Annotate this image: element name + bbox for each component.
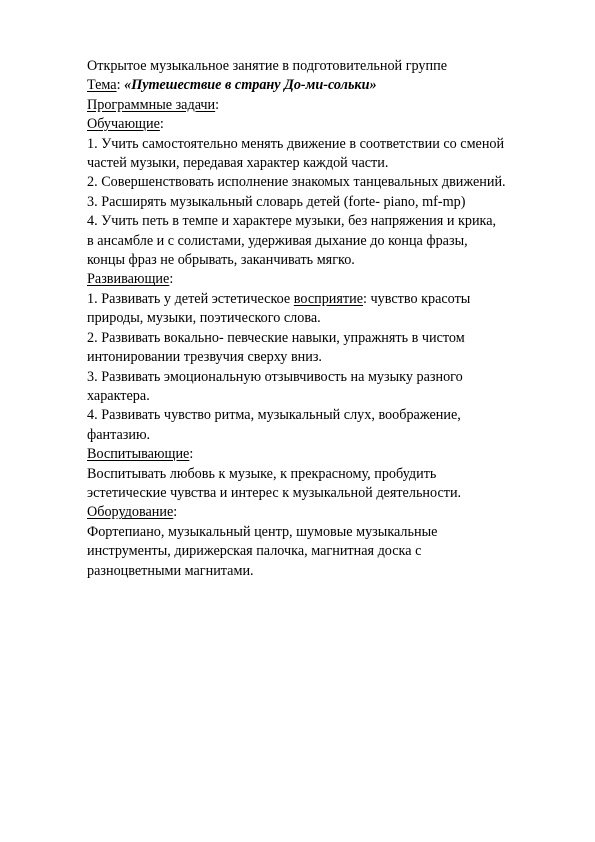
developing-heading xyxy=(87,270,567,289)
list-item-line: в ансамбле и с солистами, удерживая дыхание до конца фразы, xyxy=(87,232,468,249)
list-item xyxy=(87,193,567,212)
list-item xyxy=(87,368,567,407)
heading-colon: : xyxy=(173,504,178,521)
list-item-line: интонировании трезвучия сверху вниз. xyxy=(87,349,322,366)
list-item-text: : чувство красоты xyxy=(363,290,471,307)
list-item-line: природы, музыки, поэтического слова. xyxy=(87,310,321,327)
equipment-heading xyxy=(87,503,567,522)
list-item-text: 1. Развивать у детей эстетическое xyxy=(87,290,294,307)
paragraph-line: эстетические чувства и интерес к музыкальной деятельности. xyxy=(87,484,462,501)
underlined-word: восприятие xyxy=(293,290,364,307)
theme-label: Тема xyxy=(87,77,117,94)
list-item-line: 2. Развивать вокально- певческие навыки, упражнять в чистом xyxy=(87,329,465,346)
list-item xyxy=(87,406,567,445)
theme-colon: : xyxy=(116,77,125,94)
paragraph-line: инструменты, дирижерская палочка, магнитная доска с xyxy=(87,543,422,560)
list-item-line: 1. Учить самостоятельно менять движение в соответствии со сменой xyxy=(87,135,505,152)
list-item-line: характера. xyxy=(87,387,150,404)
paragraph-line: Воспитывать любовь к музыке, к прекрасному, пробудить xyxy=(87,465,437,482)
educating-heading-text: Воспитывающие xyxy=(87,446,190,463)
theme-value: «Путешествие в страну До-ми-сольки» xyxy=(124,77,377,94)
list-item-line xyxy=(87,290,567,309)
list-item xyxy=(87,212,567,270)
equipment-heading-text: Оборудование xyxy=(87,504,174,521)
list-item-line: фантазию. xyxy=(87,426,151,443)
educating-heading xyxy=(87,445,567,464)
heading-colon: : xyxy=(189,446,194,463)
paragraph xyxy=(87,465,567,504)
document-page xyxy=(87,57,567,581)
list-item-line: частей музыки, передавая характер каждой части. xyxy=(87,155,389,172)
teaching-heading xyxy=(87,115,567,134)
heading-colon: : xyxy=(215,96,220,113)
list-item-line: 2. Совершенствовать исполнение знакомых танцевальных движений. xyxy=(87,174,506,191)
theme-line xyxy=(87,76,567,95)
program-tasks-heading-text: Программные задачи xyxy=(87,96,216,113)
list-item xyxy=(87,135,567,174)
heading-colon: : xyxy=(169,271,174,288)
list-item xyxy=(87,329,567,368)
heading-colon: : xyxy=(159,116,164,133)
list-item-line: 3. Развивать эмоциональную отзывчивость на музыку разного xyxy=(87,368,463,385)
list-item-line: концы фраз не обрывать, заканчивать мягко. xyxy=(87,252,355,269)
paragraph-line: Фортепиано, музыкальный центр, шумовые музыкальные xyxy=(87,523,438,540)
paragraph-line: разноцветными магнитами. xyxy=(87,562,254,579)
list-item xyxy=(87,173,567,192)
program-tasks-heading xyxy=(87,96,567,115)
list-item-line: 3. Расширять музыкальный словарь детей (forte- piano, mf-mp) xyxy=(87,193,466,210)
developing-heading-text: Развивающие xyxy=(87,271,170,288)
list-item-line: 4. Учить петь в темпе и характере музыки, без напряжения и крика, xyxy=(87,213,497,230)
list-item xyxy=(87,290,567,329)
teaching-heading-text: Обучающие xyxy=(87,116,160,133)
document-title: Открытое музыкальное занятие в подготовительной группе xyxy=(87,58,447,74)
list-item-line: 4. Развивать чувство ритма, музыкальный слух, воображение, xyxy=(87,407,461,424)
paragraph xyxy=(87,523,567,581)
